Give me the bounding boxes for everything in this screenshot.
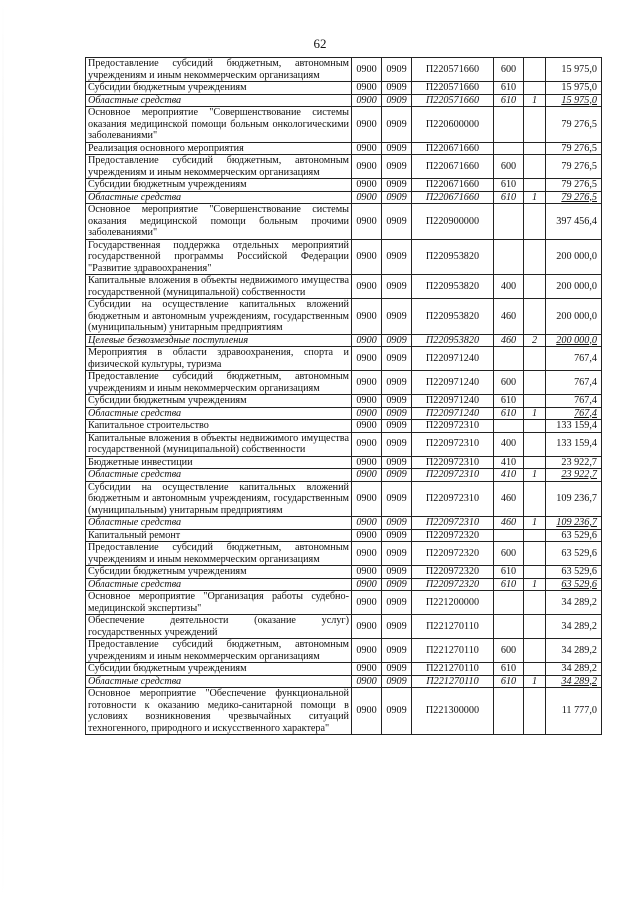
section-code: 0900 — [352, 517, 382, 530]
target-article-code: П220972320 — [412, 529, 494, 542]
amount: 34 289,2 — [546, 639, 602, 663]
table-row — [86, 334, 602, 347]
table-row — [86, 591, 602, 615]
table-row — [86, 239, 602, 275]
amount: 200 000,0 — [546, 239, 602, 275]
funding-source-code: 1 — [524, 578, 546, 591]
funding-source-code — [524, 299, 546, 335]
row-name: Предоставление субсидий бюджетным, автономным учреждениям и иным некоммерческим организациям — [86, 639, 352, 663]
section-code: 0900 — [352, 347, 382, 371]
target-article-code: П220671660 — [412, 191, 494, 204]
amount: 63 529,6 — [546, 578, 602, 591]
table-row — [86, 675, 602, 688]
row-name: Субсидии на осуществление капитальных вложений бюджетным и автономным учреждениям, государственным (муниципальным) унитарным предприятиям — [86, 481, 352, 517]
budget-table — [85, 57, 602, 735]
table-row — [86, 179, 602, 192]
subsection-code: 0909 — [382, 142, 412, 155]
row-name: Предоставление субсидий бюджетным, автономным учреждениям и иным некоммерческим организациям — [86, 371, 352, 395]
target-article-code: П220900000 — [412, 204, 494, 240]
target-article-code: П220971240 — [412, 407, 494, 420]
target-article-code: П220953820 — [412, 239, 494, 275]
section-code: 0900 — [352, 542, 382, 566]
expense-type-code: 400 — [494, 275, 524, 299]
funding-source-code — [524, 82, 546, 95]
section-code: 0900 — [352, 94, 382, 107]
row-name: Предоставление субсидий бюджетным, автономным учреждениям и иным некоммерческим организациям — [86, 542, 352, 566]
row-name: Областные средства — [86, 94, 352, 107]
section-code: 0900 — [352, 529, 382, 542]
target-article-code: П221270110 — [412, 615, 494, 639]
target-article-code: П220571660 — [412, 58, 494, 82]
subsection-code: 0909 — [382, 456, 412, 469]
amount: 34 289,2 — [546, 615, 602, 639]
target-article-code: П220972310 — [412, 420, 494, 433]
section-code: 0900 — [352, 469, 382, 482]
target-article-code: П220971240 — [412, 347, 494, 371]
expense-type-code: 460 — [494, 481, 524, 517]
table-row — [86, 58, 602, 82]
subsection-code: 0909 — [382, 591, 412, 615]
row-name: Капитальный ремонт — [86, 529, 352, 542]
section-code: 0900 — [352, 82, 382, 95]
target-article-code: П221200000 — [412, 591, 494, 615]
subsection-code: 0909 — [382, 639, 412, 663]
expense-type-code: 460 — [494, 517, 524, 530]
table-row — [86, 407, 602, 420]
row-name: Капитальные вложения в объекты недвижимого имущества государственной (муниципальной) собственности — [86, 275, 352, 299]
section-code: 0900 — [352, 407, 382, 420]
expense-type-code: 610 — [494, 407, 524, 420]
funding-source-code: 1 — [524, 191, 546, 204]
target-article-code: П220972310 — [412, 517, 494, 530]
section-code: 0900 — [352, 688, 382, 735]
section-code: 0900 — [352, 275, 382, 299]
section-code: 0900 — [352, 239, 382, 275]
target-article-code: П220953820 — [412, 334, 494, 347]
table-row — [86, 142, 602, 155]
expense-type-code — [494, 142, 524, 155]
section-code: 0900 — [352, 615, 382, 639]
subsection-code: 0909 — [382, 675, 412, 688]
funding-source-code — [524, 347, 546, 371]
table-row — [86, 432, 602, 456]
target-article-code: П220953820 — [412, 275, 494, 299]
subsection-code: 0909 — [382, 155, 412, 179]
funding-source-code — [524, 432, 546, 456]
subsection-code: 0909 — [382, 107, 412, 143]
row-name: Областные средства — [86, 191, 352, 204]
expense-type-code: 610 — [494, 94, 524, 107]
expense-type-code: 460 — [494, 334, 524, 347]
section-code: 0900 — [352, 179, 382, 192]
row-name: Основное мероприятие "Совершенствование системы оказания медицинской помощи больным прочими заболеваниями" — [86, 204, 352, 240]
amount: 397 456,4 — [546, 204, 602, 240]
row-name: Основное мероприятие "Организация работы судебно-медицинской экспертизы" — [86, 591, 352, 615]
section-code: 0900 — [352, 675, 382, 688]
table-row — [86, 542, 602, 566]
table-row — [86, 615, 602, 639]
section-code: 0900 — [352, 639, 382, 663]
funding-source-code — [524, 639, 546, 663]
section-code: 0900 — [352, 395, 382, 408]
target-article-code: П220972310 — [412, 432, 494, 456]
amount: 133 159,4 — [546, 432, 602, 456]
funding-source-code — [524, 155, 546, 179]
target-article-code: П221270110 — [412, 663, 494, 676]
subsection-code: 0909 — [382, 94, 412, 107]
subsection-code: 0909 — [382, 566, 412, 579]
expense-type-code: 610 — [494, 179, 524, 192]
subsection-code: 0909 — [382, 469, 412, 482]
subsection-code: 0909 — [382, 275, 412, 299]
funding-source-code — [524, 58, 546, 82]
subsection-code: 0909 — [382, 239, 412, 275]
funding-source-code — [524, 542, 546, 566]
section-code: 0900 — [352, 334, 382, 347]
amount: 79 276,5 — [546, 191, 602, 204]
subsection-code: 0909 — [382, 432, 412, 456]
table-row — [86, 420, 602, 433]
funding-source-code — [524, 456, 546, 469]
expense-type-code: 600 — [494, 371, 524, 395]
amount: 79 276,5 — [546, 155, 602, 179]
row-name: Государственная поддержка отдельных мероприятий государственной программы Российской Федерации "Развитие здравоохранения" — [86, 239, 352, 275]
funding-source-code — [524, 688, 546, 735]
table-row — [86, 395, 602, 408]
table-row — [86, 299, 602, 335]
table-row — [86, 155, 602, 179]
funding-source-code — [524, 239, 546, 275]
row-name: Областные средства — [86, 675, 352, 688]
amount: 23 922,7 — [546, 456, 602, 469]
amount: 34 289,2 — [546, 591, 602, 615]
table-row — [86, 371, 602, 395]
row-name: Субсидии бюджетным учреждениям — [86, 82, 352, 95]
amount: 15 975,0 — [546, 58, 602, 82]
section-code: 0900 — [352, 191, 382, 204]
target-article-code: П220971240 — [412, 371, 494, 395]
table-row — [86, 204, 602, 240]
target-article-code: П220972320 — [412, 542, 494, 566]
expense-type-code — [494, 239, 524, 275]
amount: 79 276,5 — [546, 179, 602, 192]
table-row — [86, 688, 602, 735]
table-row — [86, 663, 602, 676]
table-row — [86, 578, 602, 591]
subsection-code: 0909 — [382, 299, 412, 335]
expense-type-code: 400 — [494, 432, 524, 456]
funding-source-code: 1 — [524, 407, 546, 420]
section-code: 0900 — [352, 566, 382, 579]
expense-type-code: 610 — [494, 191, 524, 204]
target-article-code: П220972320 — [412, 578, 494, 591]
amount: 767,4 — [546, 371, 602, 395]
expense-type-code: 610 — [494, 82, 524, 95]
funding-source-code — [524, 107, 546, 143]
row-name: Субсидии бюджетным учреждениям — [86, 179, 352, 192]
target-article-code: П221300000 — [412, 688, 494, 735]
target-article-code: П221270110 — [412, 639, 494, 663]
amount: 133 159,4 — [546, 420, 602, 433]
subsection-code: 0909 — [382, 542, 412, 566]
expense-type-code: 610 — [494, 566, 524, 579]
table-row — [86, 566, 602, 579]
row-name: Основное мероприятие "Обеспечение функциональной готовности к оказанию медико-санитарной помощи в условиях возникновения чрезвычайных ситуаций техногенного, природного и искусственного характера" — [86, 688, 352, 735]
target-article-code: П220972310 — [412, 469, 494, 482]
amount: 767,4 — [546, 347, 602, 371]
expense-type-code: 600 — [494, 639, 524, 663]
section-code: 0900 — [352, 591, 382, 615]
section-code: 0900 — [352, 299, 382, 335]
target-article-code: П220671660 — [412, 179, 494, 192]
row-name: Основное мероприятие "Совершенствование системы оказания медицинской помощи больным онкологическими заболеваниями" — [86, 107, 352, 143]
row-name: Областные средства — [86, 517, 352, 530]
table-row — [86, 82, 602, 95]
row-name: Субсидии бюджетным учреждениям — [86, 663, 352, 676]
amount: 63 529,6 — [546, 529, 602, 542]
section-code: 0900 — [352, 432, 382, 456]
subsection-code: 0909 — [382, 204, 412, 240]
amount: 11 777,0 — [546, 688, 602, 735]
table-row — [86, 517, 602, 530]
funding-source-code — [524, 395, 546, 408]
funding-source-code — [524, 529, 546, 542]
subsection-code: 0909 — [382, 407, 412, 420]
row-name: Областные средства — [86, 578, 352, 591]
section-code: 0900 — [352, 204, 382, 240]
expense-type-code — [494, 688, 524, 735]
funding-source-code — [524, 275, 546, 299]
expense-type-code: 610 — [494, 663, 524, 676]
funding-source-code: 1 — [524, 517, 546, 530]
expense-type-code: 600 — [494, 58, 524, 82]
amount: 79 276,5 — [546, 142, 602, 155]
target-article-code: П220671660 — [412, 142, 494, 155]
subsection-code: 0909 — [382, 191, 412, 204]
section-code: 0900 — [352, 663, 382, 676]
subsection-code: 0909 — [382, 529, 412, 542]
expense-type-code: 610 — [494, 675, 524, 688]
target-article-code: П221270110 — [412, 675, 494, 688]
section-code: 0900 — [352, 456, 382, 469]
funding-source-code — [524, 204, 546, 240]
row-name: Субсидии бюджетным учреждениям — [86, 566, 352, 579]
funding-source-code — [524, 179, 546, 192]
funding-source-code — [524, 142, 546, 155]
subsection-code: 0909 — [382, 517, 412, 530]
amount: 34 289,2 — [546, 663, 602, 676]
amount: 34 289,2 — [546, 675, 602, 688]
amount: 63 529,6 — [546, 542, 602, 566]
expense-type-code: 410 — [494, 469, 524, 482]
subsection-code: 0909 — [382, 615, 412, 639]
target-article-code: П220972310 — [412, 481, 494, 517]
target-article-code: П220600000 — [412, 107, 494, 143]
row-name: Предоставление субсидий бюджетным, автономным учреждениям и иным некоммерческим организациям — [86, 155, 352, 179]
subsection-code: 0909 — [382, 82, 412, 95]
subsection-code: 0909 — [382, 420, 412, 433]
expense-type-code — [494, 591, 524, 615]
scan-edge — [2, 0, 4, 905]
expense-type-code — [494, 420, 524, 433]
table-row — [86, 191, 602, 204]
funding-source-code — [524, 371, 546, 395]
row-name: Реализация основного мероприятия — [86, 142, 352, 155]
funding-source-code: 1 — [524, 94, 546, 107]
subsection-code: 0909 — [382, 179, 412, 192]
subsection-code: 0909 — [382, 663, 412, 676]
amount: 79 276,5 — [546, 107, 602, 143]
amount: 109 236,7 — [546, 517, 602, 530]
row-name: Областные средства — [86, 407, 352, 420]
section-code: 0900 — [352, 578, 382, 591]
subsection-code: 0909 — [382, 347, 412, 371]
amount: 109 236,7 — [546, 481, 602, 517]
amount: 63 529,6 — [546, 566, 602, 579]
amount: 15 975,0 — [546, 94, 602, 107]
table-body — [86, 58, 602, 735]
table-row — [86, 107, 602, 143]
subsection-code: 0909 — [382, 481, 412, 517]
table-row — [86, 94, 602, 107]
table-row — [86, 481, 602, 517]
funding-source-code — [524, 663, 546, 676]
amount: 23 922,7 — [546, 469, 602, 482]
section-code: 0900 — [352, 107, 382, 143]
row-name: Субсидии бюджетным учреждениям — [86, 395, 352, 408]
row-name: Бюджетные инвестиции — [86, 456, 352, 469]
expense-type-code: 600 — [494, 542, 524, 566]
target-article-code: П220671660 — [412, 155, 494, 179]
expense-type-code — [494, 529, 524, 542]
section-code: 0900 — [352, 371, 382, 395]
amount: 200 000,0 — [546, 334, 602, 347]
row-name: Капитальные вложения в объекты недвижимого имущества государственной (муниципальной) собственности — [86, 432, 352, 456]
row-name: Капитальное строительство — [86, 420, 352, 433]
section-code: 0900 — [352, 481, 382, 517]
row-name: Обеспечение деятельности (оказание услуг) государственных учреждений — [86, 615, 352, 639]
target-article-code: П220571660 — [412, 82, 494, 95]
row-name: Субсидии на осуществление капитальных вложений бюджетным и автономным учреждениям, государственным (муниципальным) унитарным предприятиям — [86, 299, 352, 335]
subsection-code: 0909 — [382, 371, 412, 395]
section-code: 0900 — [352, 155, 382, 179]
funding-source-code: 2 — [524, 334, 546, 347]
target-article-code: П220971240 — [412, 395, 494, 408]
expense-type-code: 610 — [494, 395, 524, 408]
amount: 767,4 — [546, 407, 602, 420]
subsection-code: 0909 — [382, 58, 412, 82]
row-name: Целевые безвозмездные поступления — [86, 334, 352, 347]
target-article-code: П220953820 — [412, 299, 494, 335]
section-code: 0900 — [352, 58, 382, 82]
amount: 15 975,0 — [546, 82, 602, 95]
table-row — [86, 347, 602, 371]
page-number: 62 — [313, 36, 327, 51]
funding-source-code — [524, 481, 546, 517]
target-article-code: П220571660 — [412, 94, 494, 107]
expense-type-code: 600 — [494, 155, 524, 179]
expense-type-code — [494, 204, 524, 240]
expense-type-code — [494, 615, 524, 639]
funding-source-code — [524, 591, 546, 615]
row-name: Предоставление субсидий бюджетным, автономным учреждениям и иным некоммерческим организациям — [86, 58, 352, 82]
table-row — [86, 529, 602, 542]
amount: 200 000,0 — [546, 299, 602, 335]
amount: 767,4 — [546, 395, 602, 408]
table-row — [86, 456, 602, 469]
table-row — [86, 275, 602, 299]
funding-source-code — [524, 566, 546, 579]
expense-type-code: 410 — [494, 456, 524, 469]
target-article-code: П220972310 — [412, 456, 494, 469]
funding-source-code: 1 — [524, 675, 546, 688]
amount: 200 000,0 — [546, 275, 602, 299]
expense-type-code: 610 — [494, 578, 524, 591]
subsection-code: 0909 — [382, 334, 412, 347]
subsection-code: 0909 — [382, 395, 412, 408]
subsection-code: 0909 — [382, 578, 412, 591]
expense-type-code: 460 — [494, 299, 524, 335]
section-code: 0900 — [352, 420, 382, 433]
funding-source-code — [524, 615, 546, 639]
table-row — [86, 469, 602, 482]
expense-type-code — [494, 107, 524, 143]
expense-type-code — [494, 347, 524, 371]
funding-source-code: 1 — [524, 469, 546, 482]
row-name: Областные средства — [86, 469, 352, 482]
target-article-code: П220972320 — [412, 566, 494, 579]
funding-source-code — [524, 420, 546, 433]
section-code: 0900 — [352, 142, 382, 155]
subsection-code: 0909 — [382, 688, 412, 735]
row-name: Мероприятия в области здравоохранения, спорта и физической культуры, туризма — [86, 347, 352, 371]
table-row — [86, 639, 602, 663]
